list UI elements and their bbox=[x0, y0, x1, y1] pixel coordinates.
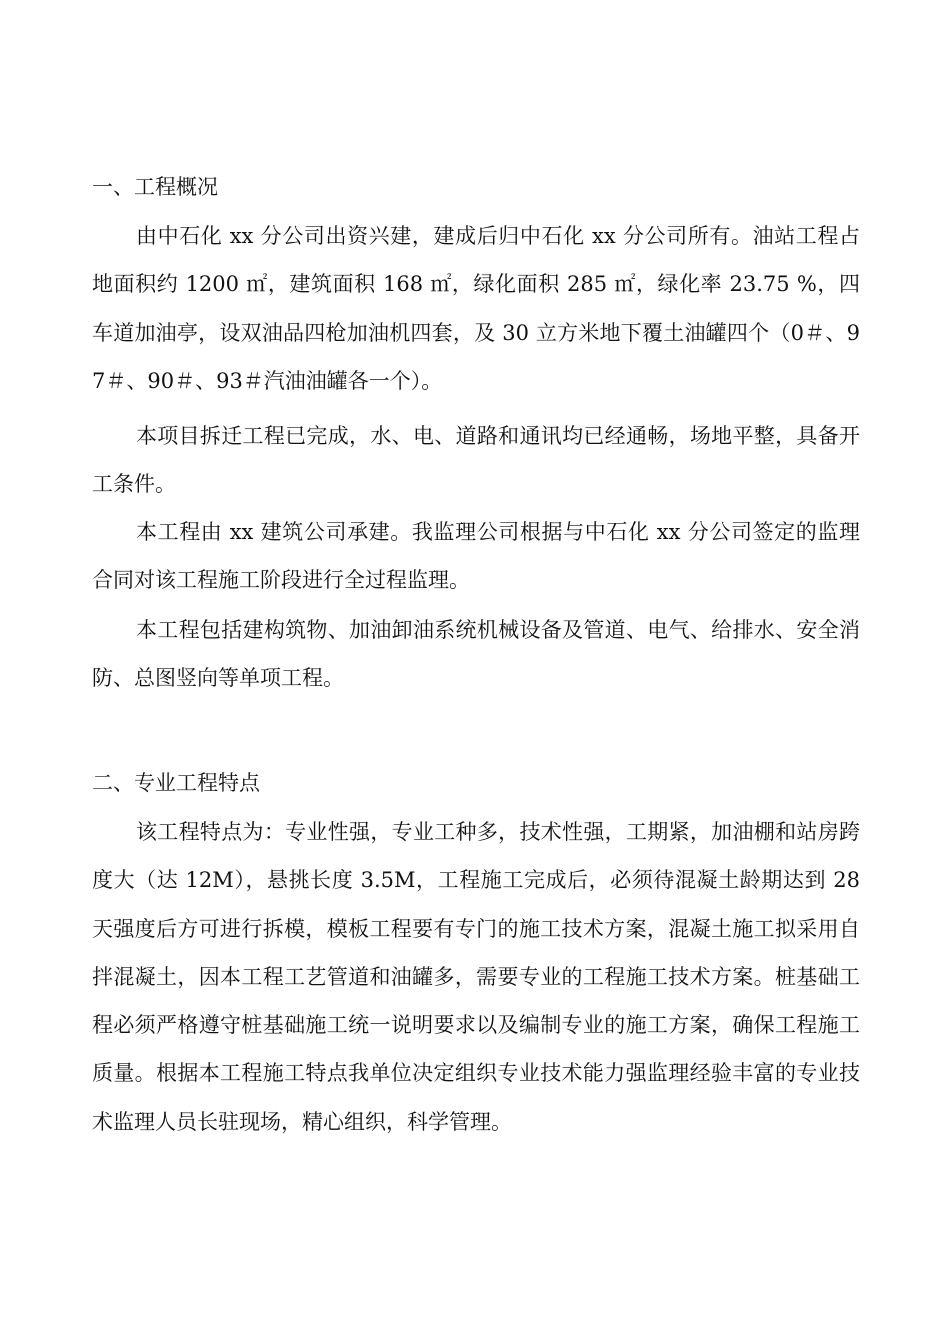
paragraph-characteristics: 该工程特点为：专业性强，专业工种多，技术性强，工期紧，加油棚和站房跨度大（达 12M），悬挑长度 3.5M，工程施工完成后，必须待混凝土龄期达到 28 天强度后方可进行拆模，模板工程要有专门的施工技术方案，混凝土施工拟采用自拌混凝土，因本工程工艺管道和油罐多，需要专业的工程施工技术方案。桩基础工程必须严格遵守桩基础施工统一说明要求以及编制专业的施工方案，确保工程施工质量。根据本工程施工特点我单位决定组织专业技术能力强监理经验丰富的专业技术监理人员长驻现场，精心组织，科学管理。 bbox=[92, 820, 860, 1134]
paragraph-contractor: 本工程由 xx 建筑公司承建。我监理公司根据与中石化 xx 分公司签定的监理合同对该工程施工阶段进行全过程监理。 bbox=[92, 520, 860, 593]
paragraph-project-summary: 由中石化 xx 分公司出资兴建，建成后归中石化 xx 分公司所有。油站工程占地面积约 1200 ㎡，建筑面积 168 ㎡，绿化面积 285 ㎡，绿化率 23.75 %，四车道加油亭，设双油品四枪加油机四套，及 30 立方米地下覆土油罐四个（0＃、97＃、90＃、93＃汽油油罐各一个）。 bbox=[92, 224, 860, 393]
section-heading-overview: 一、工程概况 bbox=[92, 175, 218, 199]
paragraph-scope: 本工程包括建构筑物、加油卸油系统机械设备及管道、电气、给排水、安全消防、总图竖向等单项工程。 bbox=[92, 618, 860, 691]
section-heading-characteristics: 二、专业工程特点 bbox=[92, 771, 260, 795]
paragraph-site-readiness: 本项目拆迁工程已完成，水、电、道路和通讯均已经通畅，场地平整，具备开工条件。 bbox=[92, 424, 860, 497]
